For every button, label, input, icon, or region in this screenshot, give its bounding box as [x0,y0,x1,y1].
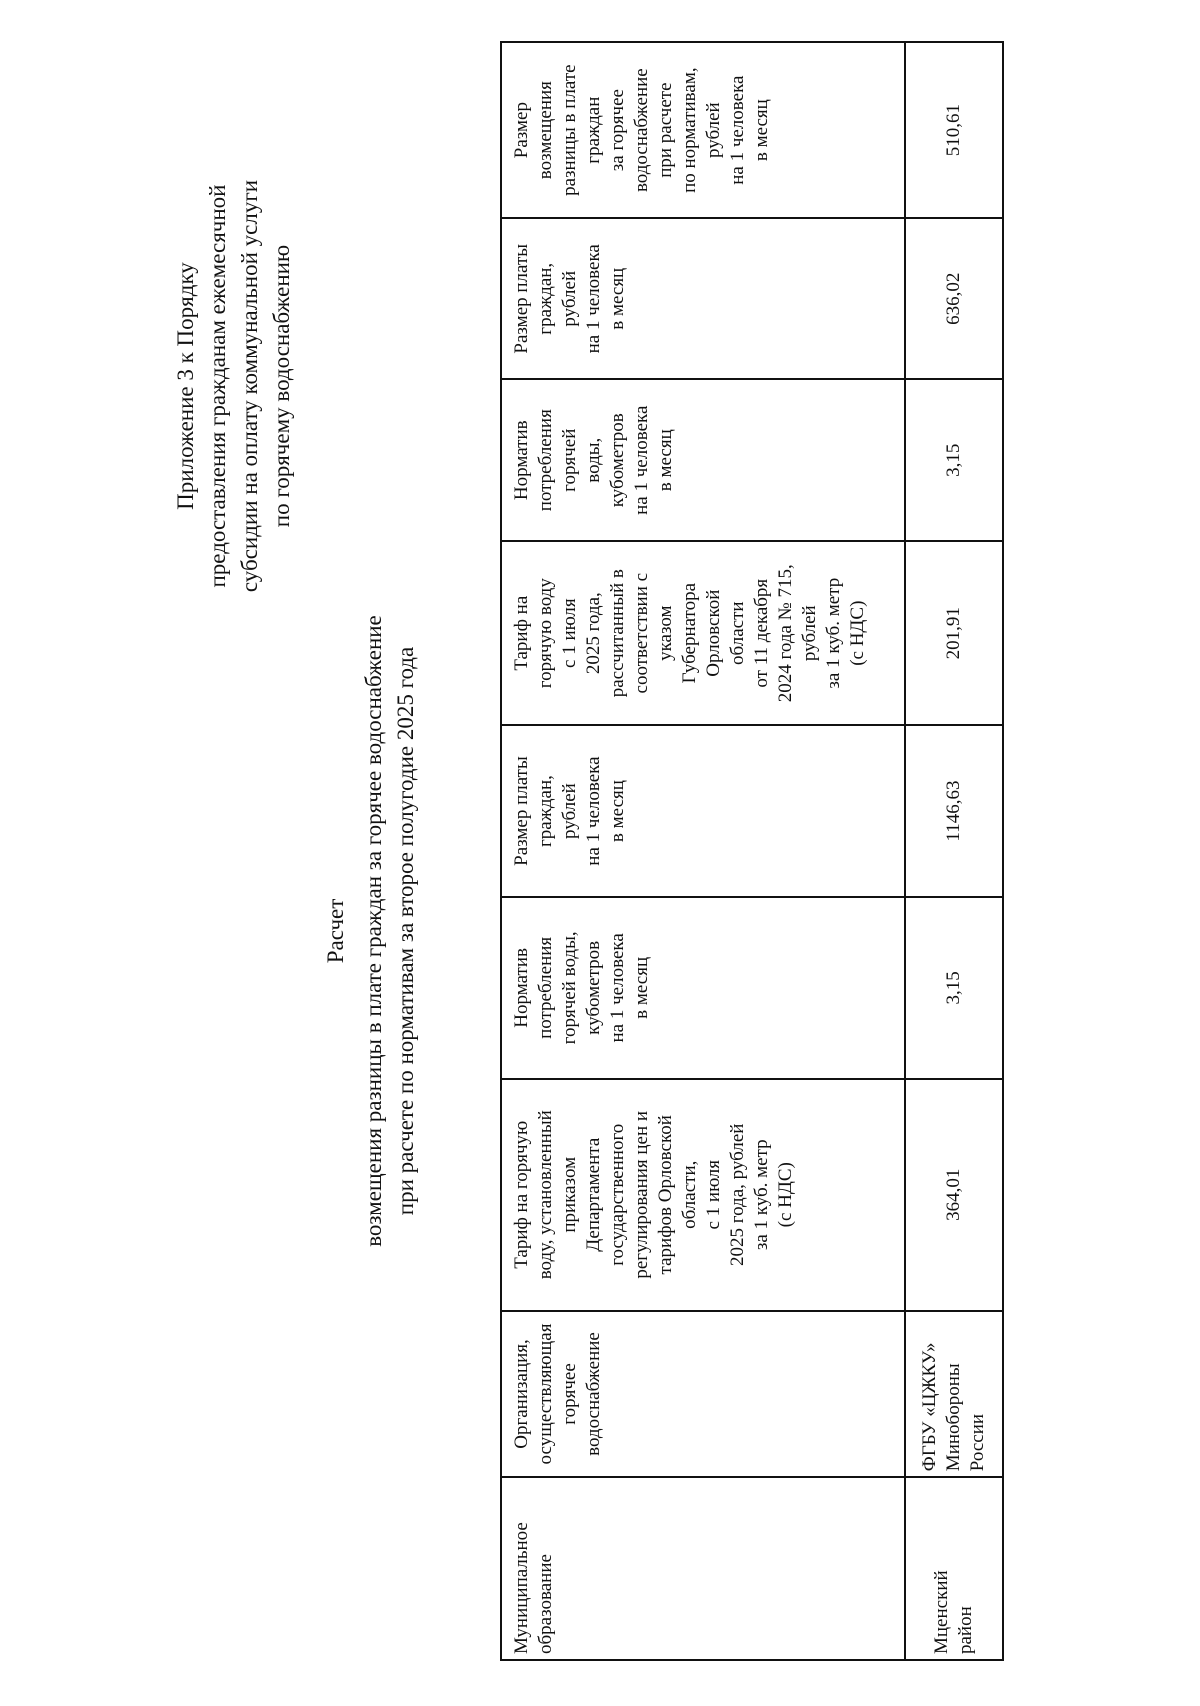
cell-payment-1: 1146,63 [905,725,1003,897]
cell-tariff-set: 364,01 [905,1079,1003,1311]
cell-norm-2: 3,15 [905,379,1003,541]
cell-payment-2: 636,02 [905,218,1003,379]
header-payment-1: Размер платы граждан, рублей на 1 человека в месяц [501,725,905,897]
calculation-subtitle-line: возмещения разницы в плате граждан за горячее водоснабжение [361,615,386,1247]
header-municipality: Муниципальное образование [501,1477,905,1660]
appendix-line: предоставления гражданам ежемесячной [205,184,230,588]
table-header-row [501,42,905,1660]
calculation-title [320,331,422,1531]
table-row [905,42,1003,1660]
header-payment-2: Размер платы граждан, рублей на 1 человека в месяц [501,218,905,379]
header-tariff-set: Тариф на горячую воду, установленный приказом Департамента государственного регулирования цен и тарифов Орловской области, с 1 июля 2025 года, рублей за 1 куб. метр (с НДС) [501,1079,905,1311]
header-compensation: Размер возмещения разницы в плате граждан за горячее водоснабжение при расчете по нормативам, рублей на 1 человека в месяц [501,42,905,218]
cell-organization: ФГБУ «ЦЖКУ» Минобороны России [905,1311,1003,1477]
appendix-line: субсидии на оплату коммунальной услуги [237,179,262,593]
cell-norm-1: 3,15 [905,897,1003,1079]
appendix-heading [170,106,298,666]
cell-municipality: Мценский район [905,1477,1003,1660]
calculation-subtitle-line: при расчете по нормативам за второе полугодие 2025 года [393,646,418,1216]
cell-compensation: 510,61 [905,42,1003,218]
header-organization: Организация, осуществляющая горячее водоснабжение [501,1311,905,1477]
appendix-line: Приложение 3 к Порядку [173,262,198,510]
header-norm-2: Норматив потребления горячей воды, кубометров на 1 человека в месяц [501,379,905,541]
header-norm-1: Норматив потребления горячей воды, кубометров на 1 человека в месяц [501,897,905,1079]
calculation-heading: Расчет [323,898,348,964]
header-tariff-calculated: Тариф на горячую воду с 1 июля 2025 года, рассчитанный в соответствии с указом Губернатора Орловской области от 11 декабря 2024 года № 715, рублей за 1 куб. метр (с НДС) [501,541,905,725]
cell-tariff-calculated: 201,91 [905,541,1003,725]
calculation-table [500,41,1004,1661]
appendix-line: по горячему водоснабжению [269,244,294,528]
